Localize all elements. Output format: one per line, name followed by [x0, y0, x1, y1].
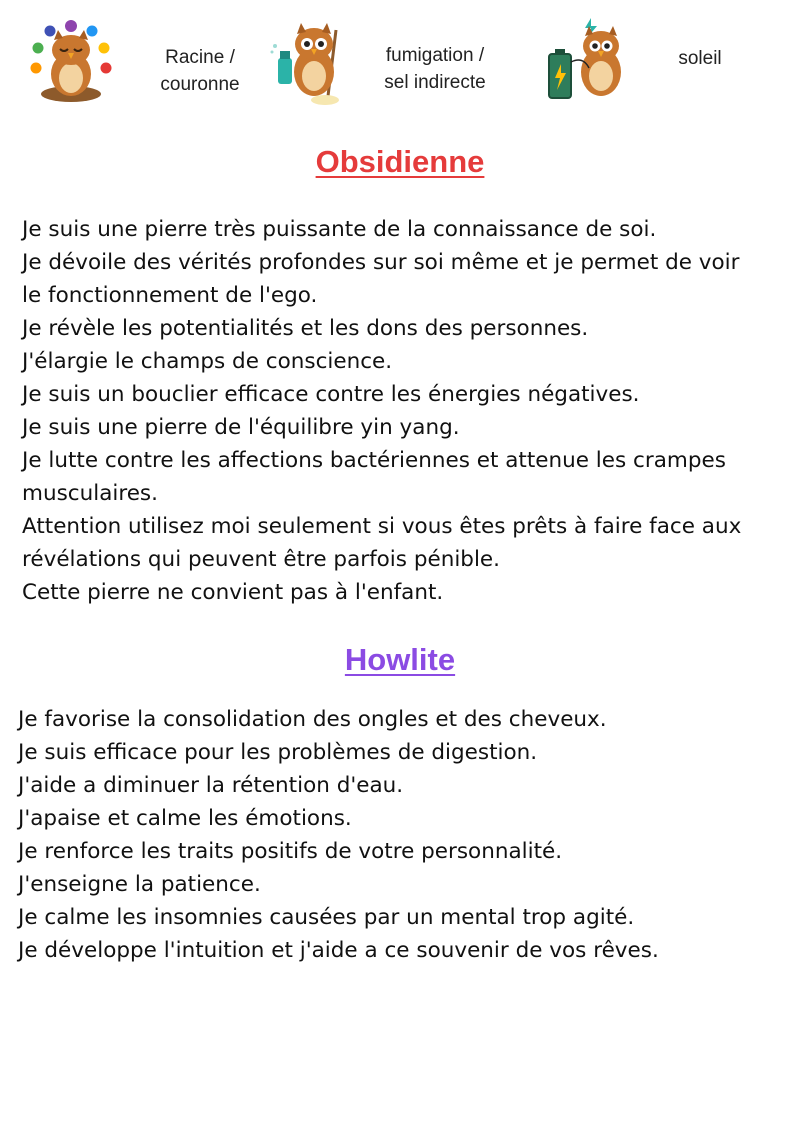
legend-label-recharge: soleil: [678, 48, 722, 69]
section-title-obsidienne: Obsidienne: [315, 144, 485, 179]
section-body-howlite: [18, 703, 778, 967]
owl-cleaning-spray-icon: [270, 18, 356, 108]
text-line: Je renforce les traits positifs de votre personnalité.: [18, 839, 563, 864]
text-line: Je suis une pierre de l'équilibre yin yang.: [22, 415, 460, 440]
text-line: J'enseigne la patience.: [18, 872, 261, 897]
text-line: Je calme les insomnies causées par un mental trop agité.: [18, 905, 635, 930]
text-line: Je dévoile des vérités profondes sur soi même et je permet de voir: [22, 250, 740, 275]
owl-chakra-meditation-icon: [26, 18, 116, 104]
section-body-obsidienne: [22, 213, 782, 609]
text-line: le fonctionnement de l'ego.: [22, 283, 318, 308]
legend-label-energy: Racine / couronne: [160, 47, 240, 95]
text-line: révélations qui peuvent être parfois pénible.: [22, 547, 500, 572]
text-line: J'aide a diminuer la rétention d'eau.: [18, 773, 404, 798]
section-title-howlite: Howlite: [344, 642, 456, 677]
text-line: Je développe l'intuition et j'aide a ce souvenir de vos rêves.: [18, 938, 659, 963]
header-legend: [0, 0, 800, 120]
owl-battery-recharge-icon: [543, 18, 633, 104]
text-line: Je révèle les potentialités et les dons des personnes.: [22, 316, 589, 341]
legend-label-cleansing: fumigation / sel indirecte: [384, 45, 486, 93]
text-line: Je favorise la consolidation des ongles et des cheveux.: [18, 707, 607, 732]
text-line: J'apaise et calme les émotions.: [18, 806, 352, 831]
text-line: Je lutte contre les affections bactériennes et attenue les crampes: [22, 448, 726, 473]
text-line: Cette pierre ne convient pas à l'enfant.: [22, 580, 444, 605]
text-line: Attention utilisez moi seulement si vous êtes prêts à faire face aux: [22, 514, 742, 539]
text-line: Je suis une pierre très puissante de la connaissance de soi.: [22, 217, 657, 242]
text-line: Je suis efficace pour les problèmes de digestion.: [18, 740, 538, 765]
text-line: Je suis un bouclier efficace contre les énergies négatives.: [22, 382, 640, 407]
text-line: musculaires.: [22, 481, 158, 506]
text-line: J'élargie le champs de conscience.: [22, 349, 393, 374]
